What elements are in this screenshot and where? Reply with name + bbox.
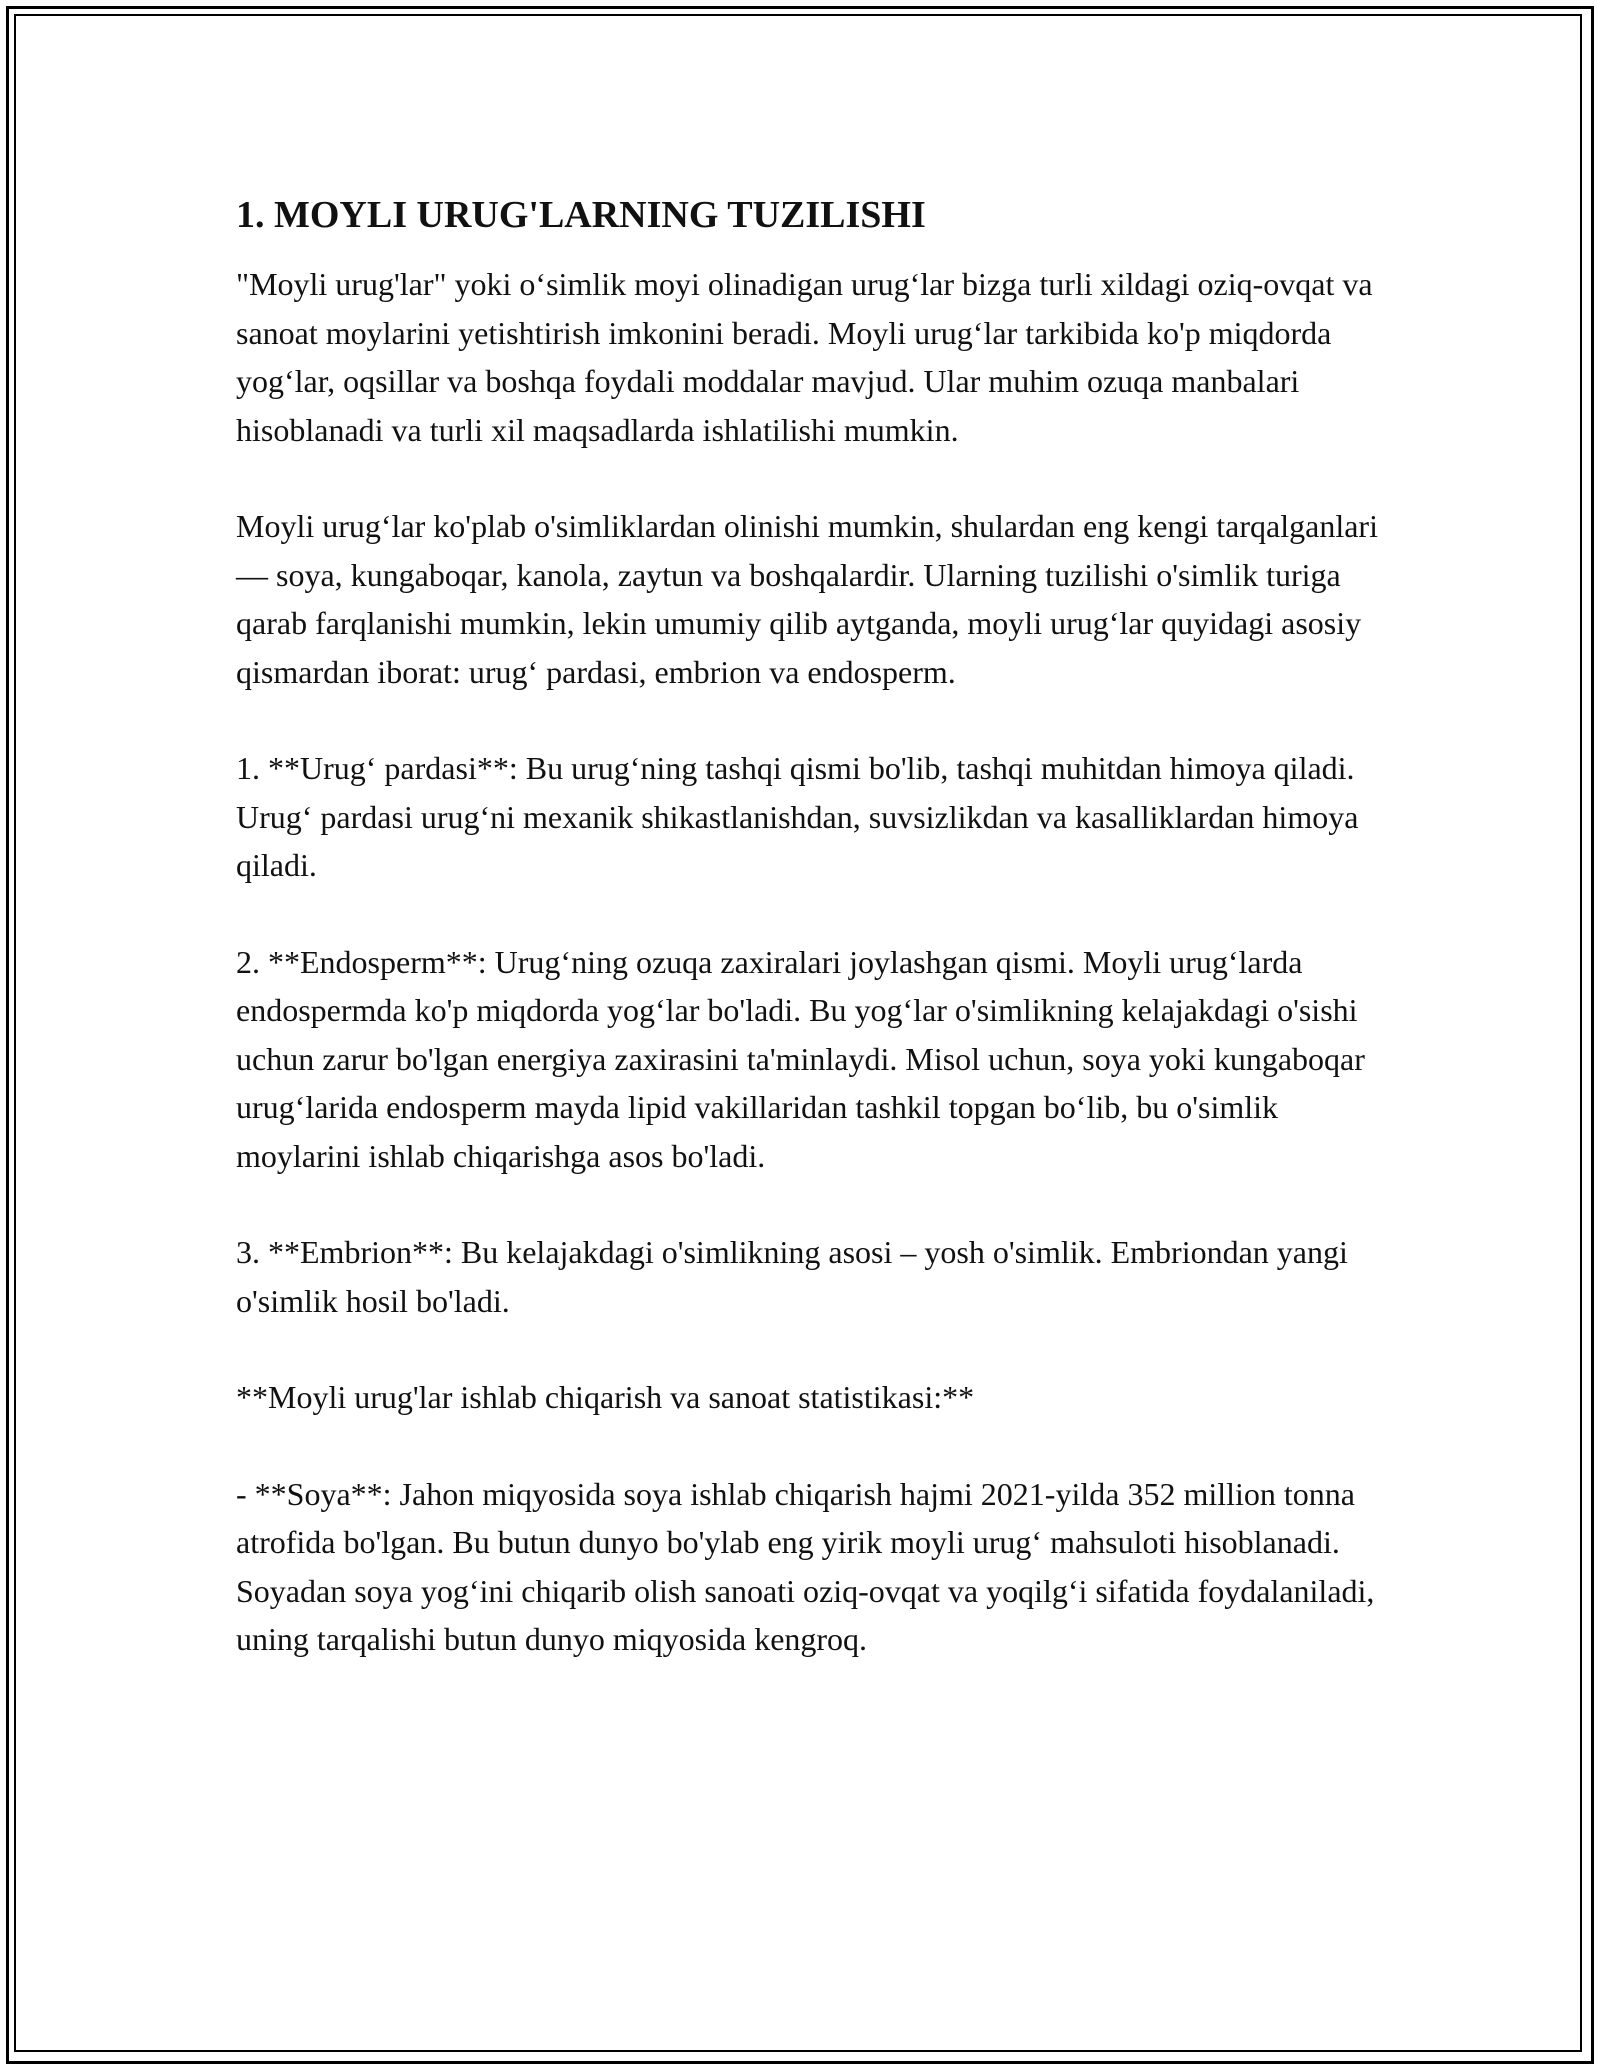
- paragraph-sources: Moyli urug‘lar ko'plab o'simliklardan olinishi mumkin, shulardan eng kengi tarqalganlari — soya, kungaboqar, kanola, zaytun va boshqalardir. Ularning tuzilishi o'simlik turiga qarab farqlanishi mumkin, lekin umumiy qilib aytganda, moyli urug‘lar quyidagi asosiy qismardan iborat: urug‘ pardasi, embrion va endosperm.: [236, 508, 1378, 690]
- paragraph-endosperm: 2. **Endosperm**: Urug‘ning ozuqa zaxiralari joylashgan qismi. Moyli urug‘larda endospermda ko'p miqdorda yog‘lar bo'ladi. Bu yog‘lar o'simlikning kelajakdagi o'sishi uchun zarur bo'lgan energiya zaxirasini ta'minlaydi. Misol uchun, soya yoki kungaboqar urug‘larida endosperm mayda lipid vakillaridan tashkil topgan bo‘lib, bu o'simlik moylarini ishlab chiqarishga asos bo'ladi.: [236, 943, 1365, 1174]
- paragraph-intro: "Moyli urug'lar" yoki o‘simlik moyi olinadigan urug‘lar bizga turli xildagi oziq-ovqat va sanoat moylarini yetishtirish imkonini beradi. Moyli urug‘lar tarkibida ko'p miqdorda yog‘lar, oqsillar va boshqa foydali moddalar mavjud. Ular muhim ozuqa manbalari hisoblanadi va turli xil maqsadlarda ishlatilishi mumkin.: [236, 266, 1373, 448]
- document-body: [236, 188, 1386, 1712]
- paragraph-soya: - **Soya**: Jahon miqyosida soya ishlab chiqarish hajmi 2021-yilda 352 million tonna atrofida bo'lgan. Bu butun dunyo bo'ylab eng yirik moyli urug‘ mahsuloti hisoblanadi. Soyadan soya yog‘ini chiqarib olish sanoati oziq-ovqat va yoqilg‘i sifatida foydalaniladi, uning tarqalishi butun dunyo miqyosida kengroq.: [236, 1475, 1375, 1657]
- document-title: 1. MOYLI URUG'LARNING TUZILISHI: [236, 194, 926, 236]
- paragraph-statistics-heading: **Moyli urug'lar ishlab chiqarish va sanoat statistikasi:**: [236, 1379, 975, 1415]
- paragraph-seed-coat: 1. **Urug‘ pardasi**: Bu urug‘ning tashqi qismi bo'lib, tashqi muhitdan himoya qiladi. Urug‘ pardasi urug‘ni mexanik shikastlanishdan, suvsizlikdan va kasalliklardan himoya qiladi.: [236, 750, 1359, 883]
- paragraph-embryo: 3. **Embrion**: Bu kelajakdagi o'simlikning asosi – yosh o'simlik. Embriondan yangi o'simlik hosil bo'ladi.: [236, 1234, 1348, 1319]
